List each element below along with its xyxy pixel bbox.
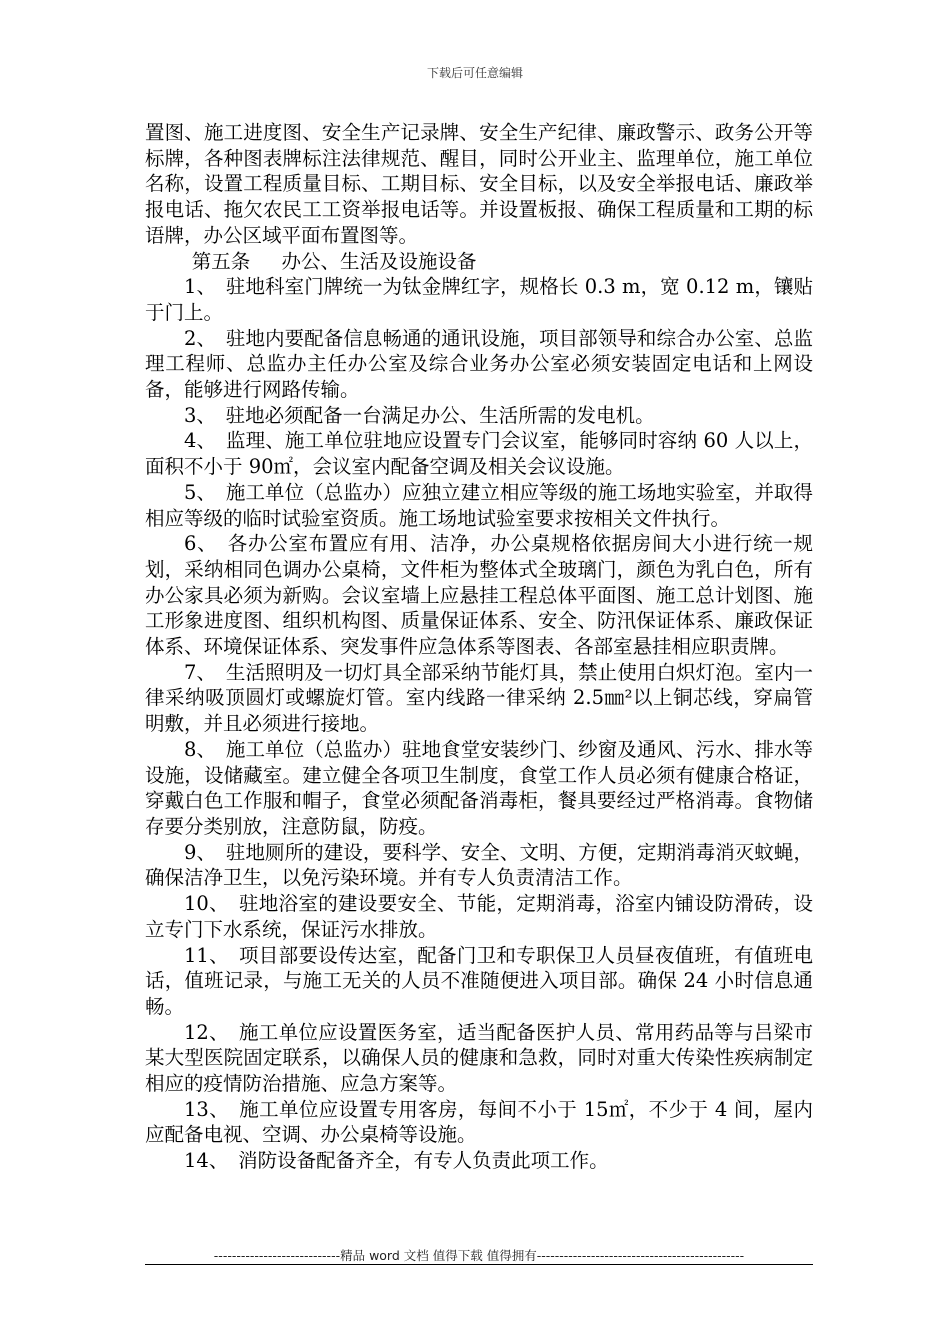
article-heading [145,249,813,275]
list-item: 7、 生活照明及一切灯具全部采纳节能灯具，禁止使用白炽灯泡。室内一律采纳吸顶圆灯或螺旋灯管。室内线路一律采纳 2.5㎜²以上铜芯线，穿扁管明敷，并且必须进行接地。 [145,660,813,736]
list-item: 14、 消防设备配备齐全，有专人负责此项工作。 [184,1149,609,1173]
list-item: 12、 施工单位应设置医务室，适当配备医护人员、常用药品等与吕梁市某大型医院固定联系，以确保人员的健康和急救，同时对重大传染性疾病制定相应的疫情防治措施、应急方案等。 [145,1020,813,1096]
list-item: 6、 各办公室布置应有用、洁净，办公桌规格依据房间大小进行统一规划，采纳相同色调办公桌椅，文件柜为整体式全玻璃门，颜色为乳白色，所有办公家具必须为新购。会议室墙上应悬挂工程总体平面图、施工总计划图、施工形象进度图、组织机构图、质量保证体系、安全、防汛保证体系、廉政保证体系、环境保证体系、突发事件应急体系等图表、各部室悬挂相应职责牌。 [145,532,813,659]
article-number: 第五条 [191,249,251,273]
list-item: 11、 项目部要设传达室，配备门卫和专职保卫人员昼夜值班，有值班电话，值班记录，与施工无关的人员不准随便进入项目部。确保 24 小时信息通畅。 [145,943,813,1018]
list-item: 3、 驻地必须配备一台满足办公、生活所需的发电机。 [184,403,655,427]
footer-rule [145,1264,813,1265]
page-header: 下载后可任意编辑 [426,66,523,80]
page-footer: ----------------------------精品 word 文档 值得下载 值得拥有---------------------------------------------- [213,1248,745,1263]
list-item: 4、 监理、施工单位驻地应设置专门会议室，能够同时容纳 60 人以上，面积不小于 90㎡，会议室内配备空调及相关会议设施。 [145,429,813,479]
list-item: 9、 驻地厕所的建设，要科学、安全、文明、方便，定期消毒消灭蚊蝇，确保洁净卫生，以免污染环境。并有专人负责清洁工作。 [145,840,813,890]
list-item: 8、 施工单位（总监办）驻地食堂安装纱门、纱窗及通风、污水、排水等设施，设储藏室。建立健全各项卫生制度，食堂工作人员必须有健康合格证，穿戴白色工作服和帽子，食堂必须配备消毒柜，餐具要经过严格消毒。食物储存要分类别放，注意防鼠，防疫。 [145,737,813,838]
list-item: 13、 施工单位应设置专用客房，每间不小于 15㎡，不少于 4 间，屋内应配备电视、空调、办公桌椅等设施。 [145,1097,813,1147]
list-item: 1、 驻地科室门牌统一为钛金牌红字，规格长 0.3 m，宽 0.12 m，镶贴于门上。 [145,275,813,324]
document-body [145,120,813,1174]
list-item: 10、 驻地浴室的建设要安全、节能，定期消毒，浴室内铺设防滑砖，设立专门下水系统，保证污水排放。 [145,892,813,941]
list-item: 2、 驻地内要配备信息畅通的通讯设施，项目部领导和综合办公室、总监理工程师、总监办主任办公室及综合业务办公室必须安装固定电话和上网设备，能够进行网路传输。 [145,326,813,402]
article-title: 办公、生活及设施设备 [281,249,477,273]
paragraph: 置图、施工进度图、安全生产记录牌、安全生产纪律、廉政警示、政务公开等标牌，各种图表牌标注法律规范、醒目，同时公开业主、监理单位，施工单位名称，设置工程质量目标、工期目标、安全目标，以及安全举报电话、廉政举报电话、拖欠农民工工资举报电话等。并设置板报、确保工程质量和工期的标语牌，办公区域平面布置图等。 [145,121,813,247]
list-item: 5、 施工单位（总监办）应独立建立相应等级的施工场地实验室，并取得相应等级的临时试验室资质。施工场地试验室要求按相关文件执行。 [145,480,813,530]
